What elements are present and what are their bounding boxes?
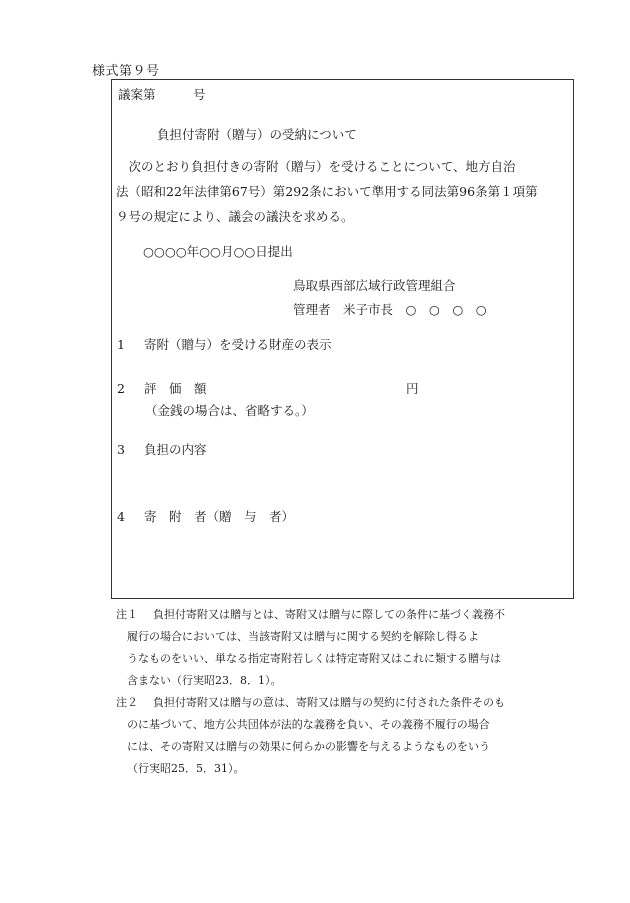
note-1-line-2: 履行の場合においては、当該寄附又は贈与に関する契約を解除し得るよ (127, 630, 479, 643)
item-2-label: 評 価 額 (144, 381, 207, 396)
note-1-line-1: 負担付寄附又は贈与とは、寄附又は贈与に際しての条件に基づく義務不 (153, 608, 505, 621)
item-1-label: 寄附（贈与）を受ける財産の表示 (144, 337, 332, 352)
item-3-number: 3 (117, 442, 125, 457)
form-number: 様式第９号 (92, 64, 160, 79)
note-2-label: 注２ (116, 696, 138, 709)
note-2-line-3: には、その寄附又は贈与の効果に何らかの影響を与えるようなものをいう (127, 740, 490, 753)
item-4-label: 寄 附 者（贈 与 者） (144, 509, 295, 524)
note-2-line-1: 負担付寄附又は贈与の意は、寄附又は贈与の契約に付された条件そのも (153, 696, 505, 709)
submission-date: ○○○○年○○月○○日提出 (143, 244, 293, 259)
bill-body-line-3: ９号の規定により、議会の議決を求める。 (116, 209, 354, 224)
item-2-unit: 円 (406, 381, 419, 396)
item-4-number: 4 (117, 509, 125, 524)
bill-title: 負担付寄附（贈与）の受納について (157, 127, 357, 142)
bill-body-line-1: 次のとおり負担付きの寄附（贈与）を受けることについて、地方自治 (116, 159, 516, 174)
organization-name: 鳥取県西部広域行政管理組合 (293, 278, 456, 293)
note-1-line-4: 含まない（行実昭23．8．1）。 (127, 674, 282, 687)
bill-body-line-2: 法（昭和22年法律第67号）第292条において準用する同法第96条第１項第 (116, 184, 538, 199)
bill-number-label: 議案第 号 (118, 87, 206, 102)
note-1-label: 注１ (116, 608, 138, 621)
note-2-line-4: （行実昭25．5．31）。 (127, 762, 245, 775)
administrator-name: 管理者 米子市長 ○ ○ ○ ○ (293, 302, 487, 317)
item-2-number: 2 (117, 381, 125, 396)
item-2-sub-note: （金銭の場合は、省略する。） (145, 403, 314, 418)
item-3-label: 負担の内容 (144, 442, 207, 457)
item-1-number: 1 (117, 337, 125, 352)
note-2-line-2: のに基づいて、地方公共団体が法的な義務を負い、その義務不履行の場合 (127, 718, 490, 731)
note-1-line-3: うなものをいい、単なる指定寄附若しくは特定寄附又はこれに類する贈与は (127, 652, 501, 665)
